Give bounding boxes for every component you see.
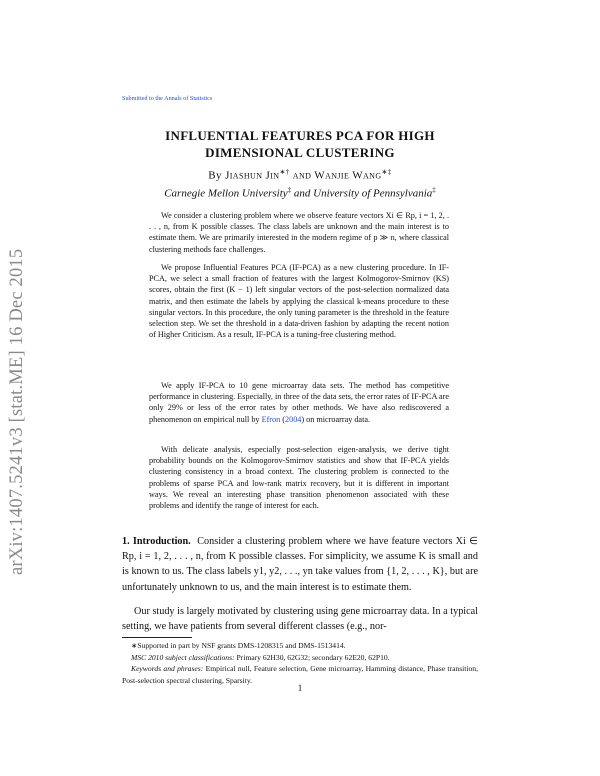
abstract-text: We consider a clustering problem where we observe feature vectors Xi ∈ Rp, i = 1, 2, . . . , n, from K possible classes. The class labels are unknown and the main interest is to estimate them. We are primarily interested in the modern regime of p ≫ n, where classical clustering methods face challenges.	[149, 211, 449, 254]
funding-footnote: ∗Supported in part by NSF grants DMS-1208315 and DMS-1513414.	[131, 641, 346, 650]
keywords-text: Empirical null, Feature selection, Gene microarray, Hamming distance, Phase transition, Post-selection spectral clustering, Sparsity.	[122, 664, 479, 685]
arxiv-identifier: arXiv:1407.5241v3 [stat.ME] 16 Dec 2015	[7, 248, 27, 575]
abstract-text: We propose Influential Features PCA (IF-PCA) as a new clustering procedure. In IF-PCA, we select a small fraction of features with the largest Kolmogorov-Smirnov (KS) scores, obtain the first (K − 1) left singular vectors of the post-selection normalized data matrix, and then estimate the labels by applying the classical k-means procedure to these singular vectors. In this procedure, the only tuning parameter is the threshold in the feature selection step. We set the threshold in a data-driven fashion by adapting the recent notion of Higher Criticism. As a result, IF-PCA is a tuning-free clustering method.	[149, 263, 449, 340]
abstract-text: With delicate analysis, especially post-selection eigen-analysis, we derive tight probability bounds on the Kolmogorov-Smirnov statistics and show that IF-PCA yields clustering consistency in a broad context. The clustering problem is connected to the problems of sparse PCA and low-rank matrix recovery, but it is different in important ways. We reveal an interesting phase transition phenomenon associated with these problems and identify the range of interest for each.	[149, 445, 449, 511]
abstract-text	[149, 380, 449, 425]
author-2: Wanjie Wang	[314, 169, 382, 182]
author-1: Jiashun Jin	[225, 169, 280, 182]
paper-title-line-1: INFLUENTIAL FEATURES PCA FOR HIGH	[165, 128, 435, 143]
author-2-marks: ∗‡	[381, 168, 392, 176]
abstract-paragraph-4	[149, 444, 449, 511]
journal-submission-link[interactable]: Submitted to the Annals of Statistics	[122, 95, 213, 102]
affiliation-2-mark: ‡	[432, 186, 436, 194]
intro-paragraph	[122, 534, 478, 595]
footnote-rule	[122, 637, 192, 638]
keywords-label: Keywords and phrases:	[131, 664, 204, 673]
abstract-text-segment: We apply IF-PCA to 10 gene microarray data sets. The method has competitive performance in clustering. Especially, in three of the data sets, the error rates of IF-PCA are only 29% or less of the error rates by other methods. We have also rediscovered a phenomenon on empirical null by	[149, 381, 449, 424]
page-number: 1	[297, 683, 303, 693]
abstract-paragraph-3	[149, 380, 449, 425]
introduction-section	[122, 534, 478, 595]
affiliation-conjunction: and	[291, 187, 314, 200]
abstract-paragraph-1	[149, 210, 449, 255]
section-heading: 1. Introduction.	[122, 536, 191, 547]
affiliation-1: Carnegie Mellon University	[164, 187, 288, 200]
footnotes	[122, 640, 478, 686]
citation-link-year[interactable]: 2004	[285, 414, 302, 424]
author-conjunction: and	[289, 169, 315, 182]
citation-link-efron[interactable]: Efron	[261, 414, 281, 424]
paper-title-line-2: DIMENSIONAL CLUSTERING	[205, 145, 395, 160]
affiliation-2: University of Pennsylvania	[313, 187, 433, 200]
author-line	[100, 168, 500, 182]
msc-label: MSC 2010 subject classifications:	[131, 652, 235, 662]
abstract-paragraph-2	[149, 262, 449, 340]
intro-text: Consider a clustering problem where we have feature vectors Xi ∈ Rp, i = 1, 2, . . . , n, from K possible classes. For simplicity, we assume K is small and is known to us. The class labels y1, y2, . . ., yn take values from {1, 2, . . . , K}, but are unfortunately unknown to us, and the main interest is to estimate them.	[122, 536, 478, 593]
by-label: By	[208, 169, 226, 182]
intro-text: Our study is largely motivated by clustering using gene microarray data. In a typical setting, we have patients from several different classes (e.g., nor-	[122, 606, 478, 633]
affiliation-1-mark: ‡	[287, 186, 292, 194]
introduction-paragraph-2	[122, 604, 478, 634]
citation-paren: (	[280, 414, 285, 424]
author-1-marks: ∗†	[279, 168, 290, 176]
msc-text: Primary 62H30, 62G32; secondary 62E20, 62P10.	[234, 652, 390, 662]
abstract-text-segment: ) on microarray data.	[301, 414, 371, 424]
affiliation-line	[100, 186, 500, 200]
msc-footnote	[122, 652, 478, 664]
